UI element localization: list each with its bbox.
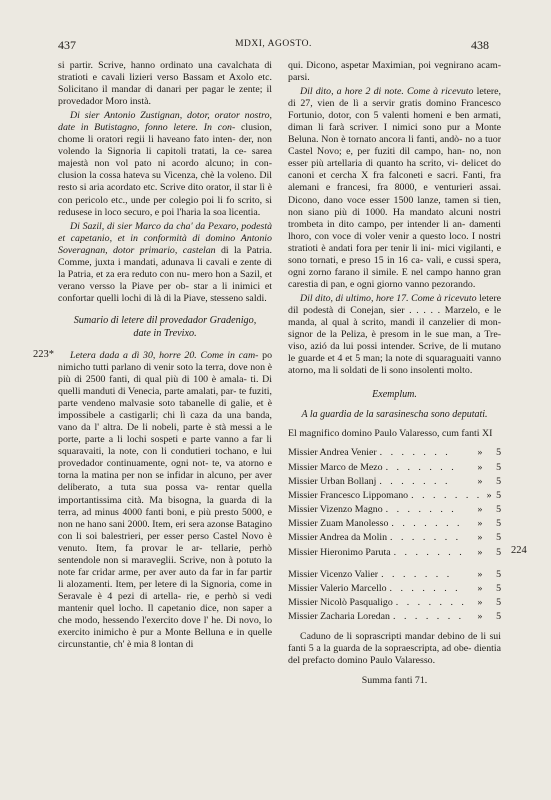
running-head — [58, 38, 489, 56]
roster-gap — [288, 560, 501, 568]
left-paragraph-4: Letera dada a dì 30, horre 20. Come in cam- po nimicho tutti parlano di venir soto la terra, dove non è più di 2500 fanti, di qual più di 100 è amala- ti. Di quelli manduti di Venecia, parte amalati, par- te fuziti, parte vendeno malvasie soto tabanelle di galie, et è impossibele a castigarli; chi lì caza da una banda, vano da l' altra. De li nobeli, parte è stà messi a le porte, parte a li lochi sospeti e parte vanno a far li squaravaiti, la note, con li condutieri tochano, e lui provedador continuamente, ogni not- te, va atorno e torna la matina per non se infidar in alcuno, per aver deliberato, a tuta sua possa va- rentar quella importantissima cità. Ma bisogna, la guarda di la terra, ad minus 4000 fanti boni, e più presto 5000, e non ne hano sani 2000. Item, eri sera azonse Batagino con li soi balestrieri, per esser perso Castel Novo è venuto. Item, fa provar le ar- tellarie, perhò sentendole non si maraveglii. Scrive, non à potuto la note far cridar arme, per aver auto da far in far partir li alozamenti. Item, per letere di la Signoria, come in Seravale è 4 pezi di artella- rie, e perhò si vedi mantenir quel locho. Il capetanio dice, non saper a che modo, hessendo l'exercito dove l' he. Di novo, lo exercito inimicho è pur a Monte Belluna e in quelle circunstantie, ch' è mia 8 lontan di — [58, 349, 273, 651]
roster-row: Missier Hieronimo Paruta . . . . . . . » 5 — [288, 546, 501, 558]
left-column — [58, 60, 272, 651]
margin-number-right: 224 — [511, 545, 527, 556]
page-number-left: 437 — [58, 38, 76, 52]
roster-row: Missier Vizenzo Magno . . . . . . . » 5 — [288, 504, 501, 516]
guard-roster — [288, 446, 501, 624]
roster-row: Missier Marco de Mezo . . . . . . . » 5 — [288, 461, 501, 473]
roster-row: Missier Zuam Manolesso . . . . . . . » 5 — [288, 518, 501, 530]
roster-row: Missier Urban Bollanj . . . . . . . » 5 — [288, 475, 501, 487]
right-paragraph-1: qui. Dicono, aspetar Maximian, poi vegnirano acam- parsi. — [288, 60, 501, 84]
section-heading: Sumario di letere dil provedador Gradenigo, date in Trevixo. — [73, 314, 257, 339]
exemplum-heading: Exemplum. — [372, 389, 417, 401]
page-number-right: 438 — [471, 38, 489, 52]
right-paragraph-2: Dil dito, a hore 2 di note. Come à ricevuto letere, di 27, vien de lì a servir gratis domino Francesco Fortunio, dotor, con 5 valenti homeni e ben armati, diman li farà scriver. I nimici sono pur a Monte Beluna. Non è tornato ancora li fanti, andò- no a tuor Castel Novo; e, per fuziti dil campo, han- no, non esser più artellaria di quanto ha scrito, vi- delicet do canoni et cercha X fra falconeti e sacri. Fanti, fra alemani e francesi, fra 8000, e venturieri assai. Dicono, dano voce esser 1500 lanze, tamen si tien, non siano più di 1000. Ha mandato alcuni nostri trombeta in dito campo, per intender li an- damenti lhoro, con voce di voler venir a questo loco. I nostri stratioti è andati fora per tenir li ini- mici vigilanti, e sono tornati, e preso 15 in 16 ca- vali, e cussi spera, ogni zorno farano il simile. E nel campo hanno gran carestia di pan, e ogni giorno vanno pezorando. — [288, 86, 502, 290]
guard-head-line: El magnifico domino Paulo Valaresso, cum fanti XI — [288, 428, 493, 440]
roster-row: Missier Andrea da Molin . . . . . . . » 5 — [288, 532, 501, 544]
roster-row: Missier Francesco Lippomano . . . . . . . » 5 — [288, 489, 501, 501]
summa-line: Summa fanti 71. — [361, 674, 428, 686]
running-head-title: MDXI, AGOSTO. — [235, 39, 312, 49]
roster-row: Missier Nicolò Pasqualigo . . . . . . . » 5 — [288, 597, 501, 609]
left-paragraph-1: si partir. Scrive, hanno ordinato una cavalchata di stratioti e cavali lizieri verso Bassam et Axolo etc. Solicitano il mandar di danari per pagar le zente; il provedador Moro instà. — [58, 60, 272, 108]
right-column — [288, 60, 501, 687]
left-paragraph-2: Di sier Antonio Zustignan, dotor, orator nostro, date in Butistagno, fonno letere. In con- clusion, chome li oratori regii li haveano fato inten- der, non volendo la Signoria li capitoli tratati, la ce- sarea majestà non vol pato ni acordo alcuno; in con- clusion la cossa hateva su Vicenza, chè la voleno. Dil resto si aria acordato etc. Scrive dito orator, il star lì è con pericolo etc., unde per colegio poi li fo scrito, si redusese in loco securo, e poi l'haria la soa licentia. — [58, 110, 273, 218]
roster-row: Missier Zacharia Loredan . . . . . . . » 5 — [288, 611, 501, 623]
roster-row: Missier Vicenzo Valier . . . . . . . » 5 — [288, 568, 501, 580]
right-paragraph-4: Caduno de li soprascripti mandar debino de li sui fanti 5 a la guarda de la sopraescripta, ad obe- dientia del prefacto domino Paulo Valaresso. — [288, 630, 501, 666]
roster-row: Missier Valerio Marcello . . . . . . . » 5 — [288, 583, 501, 595]
roster-row: Missier Andrea Venier . . . . . . . » 5 — [288, 447, 501, 459]
left-paragraph-3: Di Sazil, di sier Marco da cha' da Pexaro, podestà et capetanio, et in conformità di domino Antonio Soveragnan, dotor primario, castelan di la Patria. Comme, juxta i mandati, adunava li cavali e zente di la Patria, et za era reduto con nu- mero hon a Sazil, et verano versso la Piave per ob- star a li inimici et confortar quelli lochi di là di la Piave, stesseno saldi. — [58, 220, 273, 304]
guard-title: A la guardia de la sarasinescha sono deputati. — [301, 409, 488, 421]
margin-number-left: 223* — [33, 349, 54, 360]
right-paragraph-3: Dil dito, di ultimo, hore 17. Come à ricevuto letere dil podestà di Conejan, sier . . . . . Marzelo, e le manda, al qual à scrito, mandi il canzelier di mon- signor de la Peliza, è presom in le sue man, a Tre- viso, azió da lui possi intender. Scrive, de li mutano le guarde et 4 et 5 man; la note di squaraguaiti vanno atorno, ma li soldati de li sono insolenti molto. — [288, 292, 502, 377]
